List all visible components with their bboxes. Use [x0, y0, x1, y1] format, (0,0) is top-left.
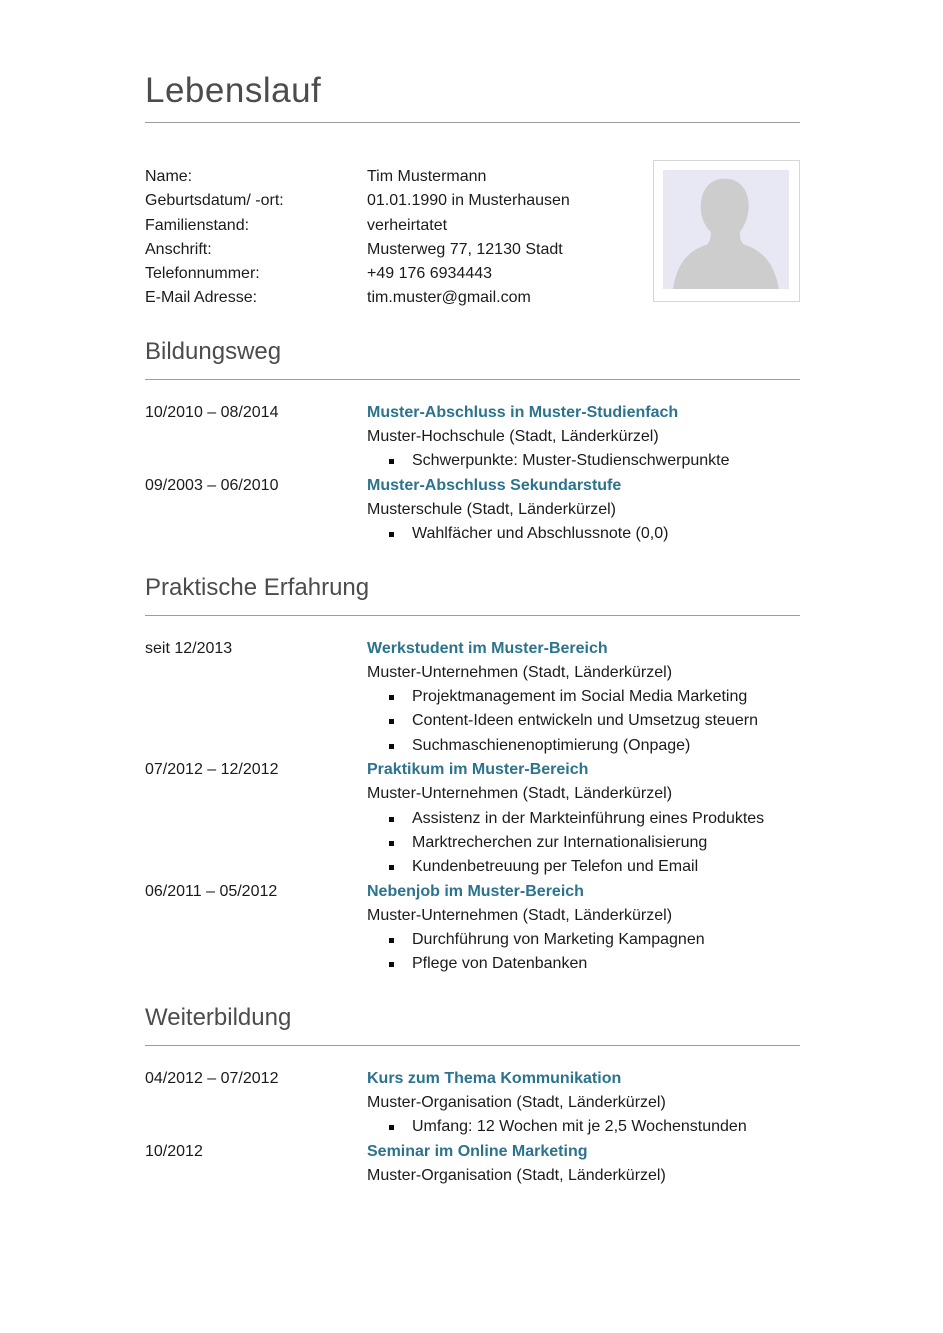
entry-bullet — [367, 807, 800, 831]
entry-body — [367, 637, 800, 758]
entry-date: 09/2003 – 06/2010 — [145, 476, 279, 494]
entry-body — [367, 401, 800, 474]
cv-entry — [145, 1067, 800, 1140]
photo-placeholder — [653, 160, 800, 302]
personal-info-label: Name: — [145, 168, 193, 185]
entry-date: 07/2012 – 12/2012 — [145, 761, 279, 779]
section-heading: Bildungsweg — [145, 337, 282, 365]
personal-info-value: tim.muster@gmail.com — [367, 289, 531, 307]
bullet-text: Wahlfächer und Abschlussnote (0,0) — [412, 525, 669, 543]
section-divider — [145, 1045, 800, 1046]
entry-bullet-list — [367, 522, 800, 546]
square-bullet-icon — [389, 459, 394, 464]
entry-bullet — [367, 734, 800, 758]
square-bullet-icon — [389, 695, 394, 700]
section-heading: Praktische Erfahrung — [145, 573, 370, 601]
entry-date: 04/2012 – 07/2012 — [145, 1069, 279, 1087]
bullet-text: Content-Ideen entwickeln und Umsetzug steuern — [412, 712, 758, 730]
square-bullet-icon — [389, 841, 394, 846]
entry-bullet-list — [367, 1115, 800, 1139]
page-title: Lebenslauf — [145, 71, 322, 110]
entry-date: 10/2010 – 08/2014 — [145, 403, 279, 421]
cv-entry — [145, 880, 800, 977]
square-bullet-icon — [389, 719, 394, 724]
square-bullet-icon — [389, 938, 394, 943]
section-entries — [145, 401, 800, 547]
section-entries — [145, 1067, 800, 1188]
entry-title: Praktikum im Muster-Bereich — [367, 761, 589, 779]
bullet-text: Schwerpunkte: Muster-Studienschwerpunkte — [412, 452, 730, 470]
entry-title: Muster-Abschluss Sekundarstufe — [367, 476, 622, 494]
entry-bullet — [367, 928, 800, 952]
bullet-text: Suchmaschienenoptimierung (Onpage) — [412, 736, 691, 754]
personal-info-label: Anschrift: — [145, 240, 212, 258]
entry-title: Seminar im Online Marketing — [367, 1142, 588, 1160]
entry-bullet — [367, 709, 800, 733]
cv-entry — [145, 758, 800, 879]
personal-info-label: Geburtsdatum/ -ort: — [145, 192, 284, 210]
entry-bullet-list — [367, 928, 800, 977]
personal-info-value: 01.01.1990 in Musterhausen — [367, 192, 570, 210]
personal-info-value: Tim Mustermann — [367, 168, 487, 185]
square-bullet-icon — [389, 744, 394, 749]
personal-info-label: Familienstand: — [145, 216, 250, 234]
bullet-text: Kundenbetreuung per Telefon und Email — [412, 858, 699, 876]
section-heading: Weiterbildung — [145, 1003, 292, 1031]
entry-bullet — [367, 1115, 800, 1139]
entry-bullet-list — [367, 685, 800, 758]
entry-subtitle: Muster-Organisation (Stadt, Länderkürzel) — [367, 1094, 666, 1112]
bullet-text: Marktrecherchen zur Internationalisierung — [412, 833, 708, 851]
section-divider — [145, 615, 800, 616]
entry-bullet — [367, 855, 800, 879]
cv-section — [145, 337, 800, 547]
entry-body — [367, 474, 800, 547]
bullet-text: Assistenz in der Markteinführung eines Produktes — [412, 809, 765, 827]
bullet-text: Projektmanagement im Social Media Marketing — [412, 688, 748, 706]
entry-bullet — [367, 449, 800, 473]
entry-bullet — [367, 952, 800, 976]
entry-subtitle: Muster-Unternehmen (Stadt, Länderkürzel) — [367, 663, 673, 681]
entry-bullet — [367, 831, 800, 855]
square-bullet-icon — [389, 1125, 394, 1130]
entry-title: Kurs zum Thema Kommunikation — [367, 1069, 622, 1087]
entry-subtitle: Musterschule (Stadt, Länderkürzel) — [367, 500, 616, 518]
entry-body — [367, 1140, 800, 1189]
personal-info-value: verheirtatet — [367, 216, 448, 234]
bullet-text: Durchführung von Marketing Kampagnen — [412, 931, 705, 949]
entry-date: 10/2012 — [145, 1142, 203, 1160]
entry-subtitle: Muster-Unternehmen (Stadt, Länderkürzel) — [367, 785, 673, 803]
personal-info-label: E-Mail Adresse: — [145, 289, 258, 307]
cv-sections — [145, 337, 800, 1188]
photo-background — [663, 170, 789, 289]
personal-info-value: Musterweg 77, 12130 Stadt — [367, 240, 563, 258]
entry-body — [367, 880, 800, 977]
section-divider — [145, 379, 800, 380]
entry-bullet — [367, 522, 800, 546]
bullet-text: Pflege von Datenbanken — [412, 955, 588, 973]
square-bullet-icon — [389, 865, 394, 870]
personal-info-label: Telefonnummer: — [145, 265, 260, 283]
entry-body — [367, 1067, 800, 1140]
entry-subtitle: Muster-Unternehmen (Stadt, Länderkürzel) — [367, 906, 673, 924]
cv-entry — [145, 637, 800, 758]
entry-bullet — [367, 685, 800, 709]
cv-entry — [145, 474, 800, 547]
square-bullet-icon — [389, 817, 394, 822]
bullet-text: Umfang: 12 Wochen mit je 2,5 Wochenstunden — [412, 1118, 747, 1136]
cv-entry — [145, 401, 800, 474]
entry-title: Werkstudent im Muster-Bereich — [367, 639, 608, 657]
square-bullet-icon — [389, 962, 394, 967]
cv-section — [145, 1003, 800, 1188]
entry-subtitle: Muster-Organisation (Stadt, Länderkürzel) — [367, 1166, 666, 1184]
personal-info-section — [145, 165, 800, 311]
entry-bullet-list — [367, 807, 800, 880]
personal-info-value: +49 176 6934443 — [367, 265, 493, 283]
entry-bullet-list — [367, 449, 800, 473]
person-silhouette-icon — [663, 170, 789, 289]
entry-title: Muster-Abschluss in Muster-Studienfach — [367, 403, 679, 421]
entry-body — [367, 758, 800, 879]
section-entries — [145, 637, 800, 977]
entry-date: 06/2011 – 05/2012 — [145, 882, 278, 900]
entry-title: Nebenjob im Muster-Bereich — [367, 882, 584, 900]
entry-subtitle: Muster-Hochschule (Stadt, Länderkürzel) — [367, 428, 659, 446]
title-divider — [145, 122, 800, 123]
cv-entry — [145, 1140, 800, 1189]
square-bullet-icon — [389, 532, 394, 537]
entry-date: seit 12/2013 — [145, 639, 233, 657]
cv-section — [145, 573, 800, 977]
